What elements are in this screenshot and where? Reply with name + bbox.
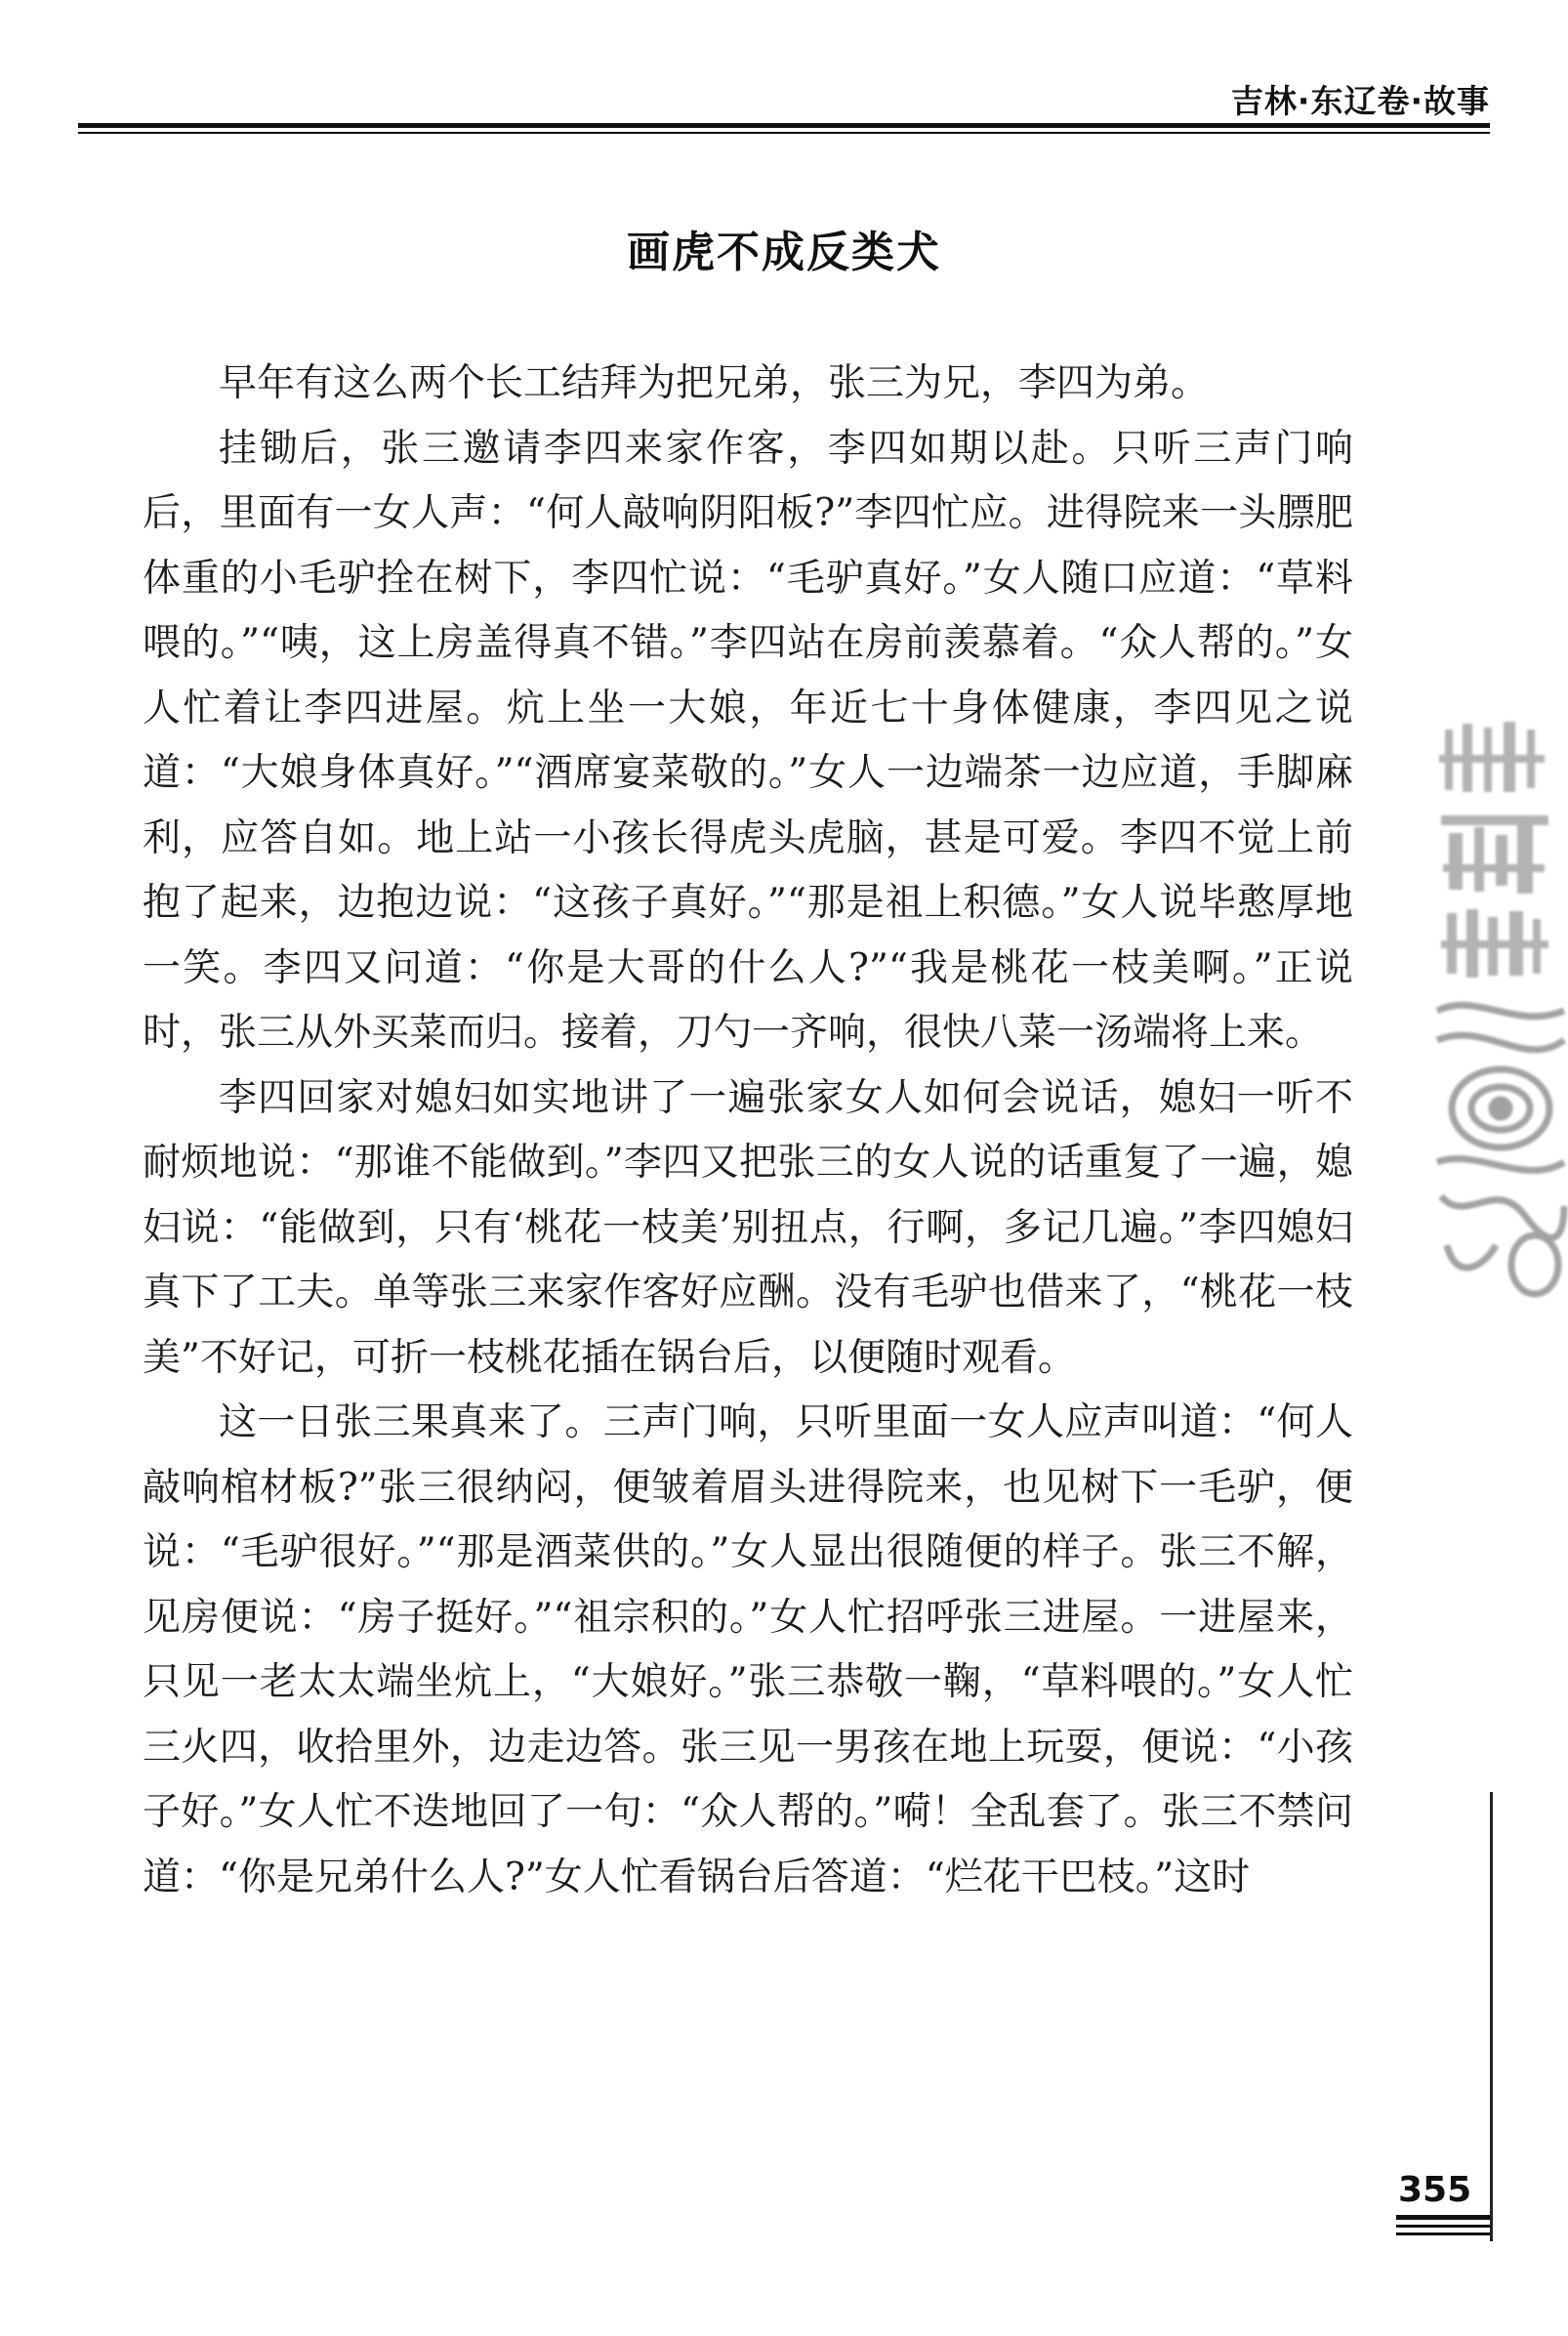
paragraph: 这一日张三果真来了。三声门响，只听里面一女人应声叫道：“何人敲响棺材板?”张三很纳闷，便皱着眉头进得院来，也见树下一毛驴，便说：“毛驴很好。”“那是酒菜供的。”女人显出很随便的样子。张三不解，见房便说：“房子挺好。”“祖宗积的。”女人忙招呼张三进屋。一进屋来，只见一老太太端坐炕上，“大娘好。”张三恭敬一鞠，“草料喂的。”女人忙三火四，收拾里外，边走边答。张三见一男孩在地上玩耍，便说：“小孩子好。”女人忙不迭地回了一句：“众人帮的。”嗬！全乱套了。张三不禁问道：“你是兄弟什么人?”女人忙看锅台后答道：“烂花干巴枝。”这时 bbox=[143, 1400, 1353, 1899]
page-number-rule bbox=[1396, 2225, 1490, 2228]
folk-culture-emblem-icon bbox=[1427, 718, 1568, 1318]
running-head: 吉林·东辽卷·故事 bbox=[1230, 82, 1490, 120]
page-number-rule bbox=[1396, 2215, 1490, 2220]
margin-rule bbox=[1490, 1792, 1493, 2241]
paragraph: 李四回家对媳妇如实地讲了一遍张家女人如何会说话，媳妇一听不耐烦地说：“那谁不能做到。”李四又把张三的女人说的话重复了一遍，媳妇说：“能做到，只有‘桃花一枝美’别扭点，行啊，多记几遍。”李四媳妇真下了工夫。单等张三来家作客好应酬。没有毛驴也借来了，“桃花一枝美”不好记，可折一枝桃花插在锅台后，以便随时观看。 bbox=[143, 1075, 1353, 1380]
page-number-rule bbox=[1396, 2232, 1490, 2235]
story-body bbox=[143, 352, 1353, 1910]
paragraph: 早年有这么两个长工结拜为把兄弟，张三为兄，李四为弟。 bbox=[219, 361, 1210, 405]
header-rule bbox=[78, 123, 1490, 134]
page-number: 355 bbox=[1398, 2170, 1472, 2210]
story-title: 画虎不成反类犬 bbox=[627, 228, 941, 277]
paragraph: 挂锄后，张三邀请李四来家作客，李四如期以赴。只听三声门响后，里面有一女人声：“何人敲响阴阳板?”李四忙应。进得院来一头膘肥体重的小毛驴拴在树下，李四忙说：“毛驴真好。”女人随口应道：“草料喂的。”“咦，这上房盖得真不错。”李四站在房前羡慕着。“众人帮的。”女人忙着让李四进屋。炕上坐一大娘，年近七十身体健康，李四见之说道：“大娘身体真好。”“酒席宴菜敬的。”女人一边端茶一边应道，手脚麻利，应答自如。地上站一小孩长得虎头虎脑，甚是可爱。李四不觉上前抱了起来，边抱边说：“这孩子真好。”“那是祖上积德。”女人说毕憨厚地一笑。李四又问道：“你是大哥的什么人?”“我是桃花一枝美啊。”正说时，张三从外买菜而归。接着，刀勺一齐响，很快八菜一汤端将上来。 bbox=[143, 426, 1353, 1055]
